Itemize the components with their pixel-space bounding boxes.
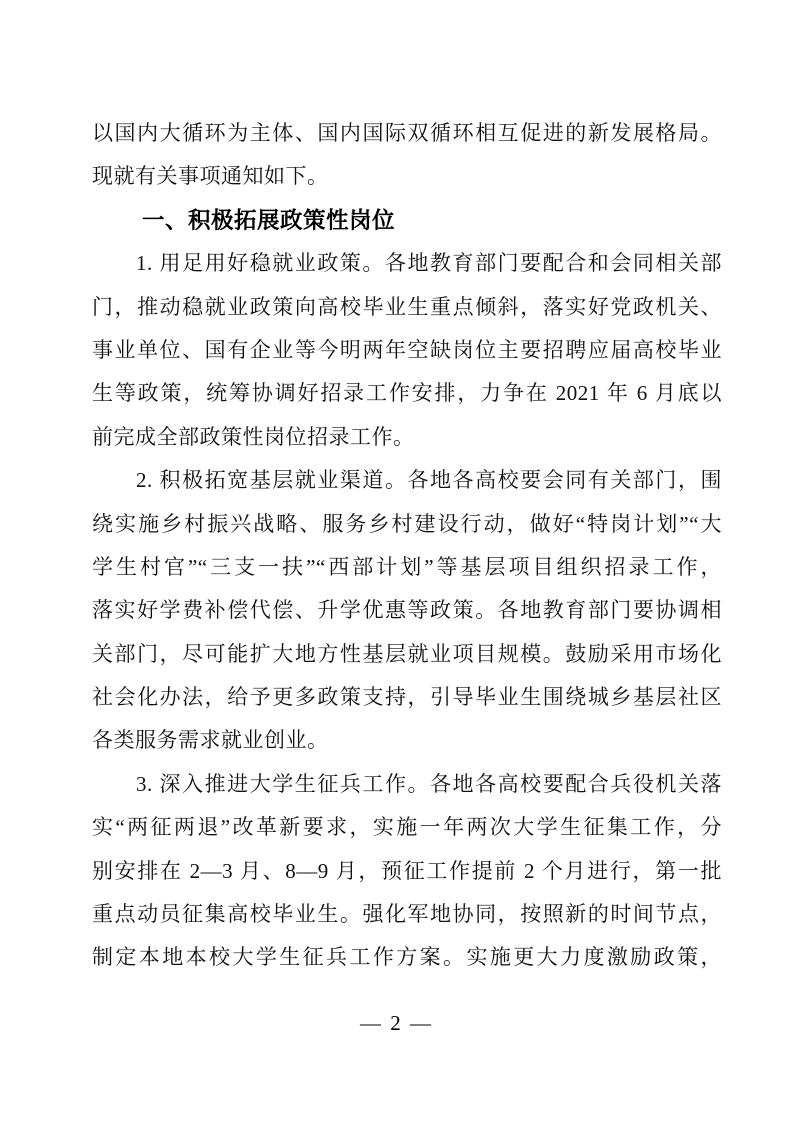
body-line: 关部门，尽可能扩大地方性基层就业项目规模。鼓励采用市场化	[92, 641, 722, 666]
body-line: 学生村官”“三支一扶”“西部计划”等基层项目组织招录工作，	[92, 554, 722, 579]
body-line: 别安排在 2—3 月、8—9 月，预征工作提前 2 个月进行，第一批	[92, 858, 722, 883]
body-line: 以国内大循环为主体、国内国际双循环相互促进的新发展格局。	[92, 121, 722, 145]
body-line: 门，推动稳就业政策向高校毕业生重点倾斜，落实好党政机关、	[92, 294, 722, 319]
body-line: 实“两征两退”改革新要求，实施一年两次大学生征集工作，分	[92, 815, 722, 840]
body-line: 生等政策，统筹协调好招录工作安排，力争在 2021 年 6 月底以	[92, 381, 722, 406]
body-line: 落实好学费补偿代偿、升学优惠等政策。各地教育部门要协调相	[92, 598, 722, 623]
body-line: 绕实施乡村振兴战略、服务乡村建设行动，做好“特岗计划”“大	[92, 511, 722, 536]
body-line: 现就有关事项通知如下。	[92, 164, 329, 189]
body-line: 3. 深入推进大学生征兵工作。各地各高校要配合兵役机关落	[136, 771, 722, 796]
page-number: — 2 —	[360, 1011, 433, 1035]
body-line: 制定本地本校大学生征兵工作方案。实施更大力度激励政策，	[92, 945, 722, 970]
section-heading-1: 一、积极拓展政策性岗位	[142, 207, 396, 233]
body-line: 社会化办法，给予更多政策支持，引导毕业生围绕城乡基层社区	[92, 685, 722, 710]
body-line: 重点动员征集高校毕业生。强化军地协同，按照新的时间节点，	[92, 902, 722, 927]
body-line: 事业单位、国有企业等今明两年空缺岗位主要招聘应届高校毕业	[92, 337, 722, 362]
body-line: 2. 积极拓宽基层就业渠道。各地各高校要会同有关部门，围	[136, 468, 722, 493]
body-line: 各类服务需求就业创业。	[92, 728, 329, 753]
document-body	[92, 112, 722, 980]
body-line: 前完成全部政策性岗位招录工作。	[92, 424, 415, 449]
body-line: 1. 用足用好稳就业政策。各地教育部门要配合和会同相关部	[136, 251, 722, 276]
